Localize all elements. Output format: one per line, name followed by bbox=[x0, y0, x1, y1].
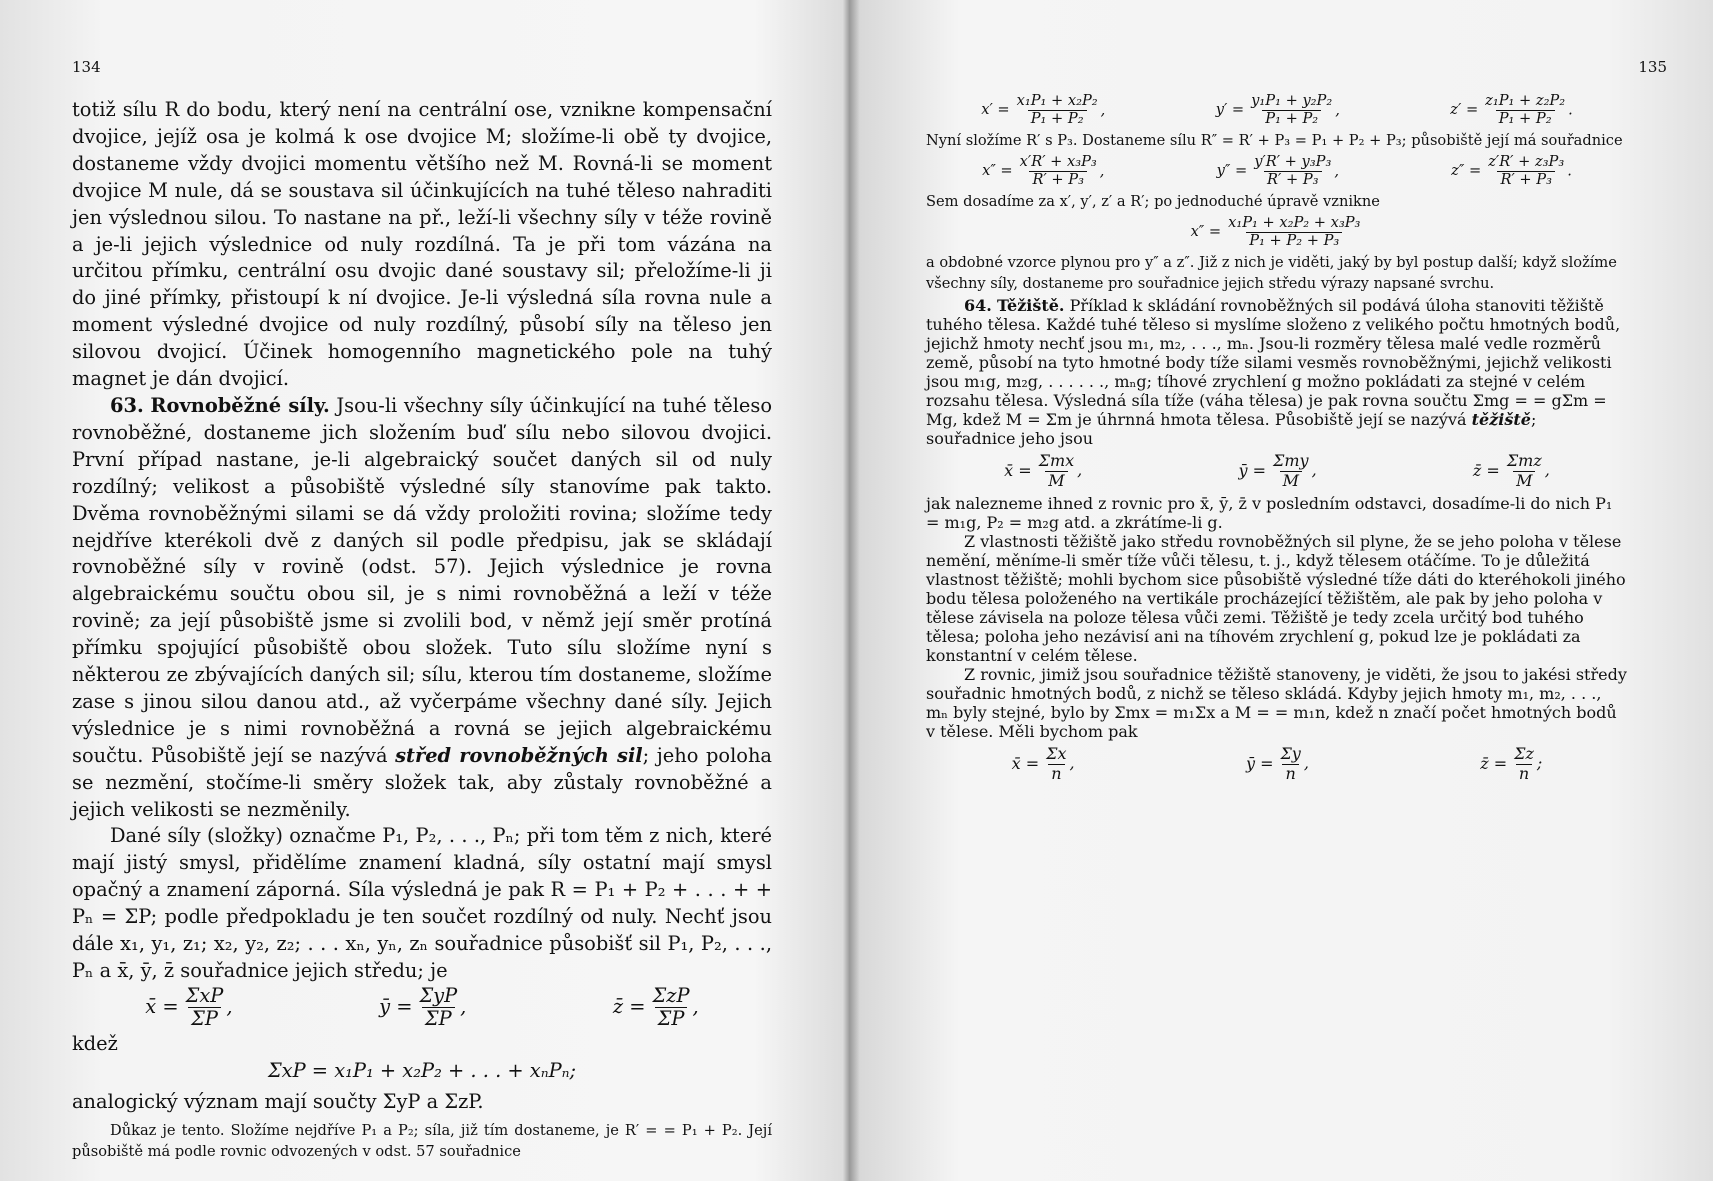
equation-sum: ΣxP = x₁P₁ + x₂P₂ + . . . + xₙPₙ; bbox=[267, 1058, 577, 1082]
page-number-right: 135 bbox=[1638, 58, 1667, 76]
equation: z̄ = $\frac{\text{Σmz}}{M}$ , bbox=[1472, 451, 1550, 490]
equation-row-second-pair bbox=[926, 151, 1628, 191]
equation: z″ = $\frac{\text{z′R′ + z₃P₃}}{\text{R′ + P₃}}$ . bbox=[1451, 152, 1572, 188]
paragraph-text: ; jeho poloha se nezmění, stočíme-li směry složek tak, aby zůstaly rovnoběžné a jejich velikosti se nezměnily. bbox=[72, 743, 772, 821]
paragraph: Dané síly (složky) označme P₁, P₂, . . ., Pₙ; při tom těm z nich, které mají jistý smysl, přidělíme znamení kladná, síly ostatní mají smysl opačný a znamení záporná. Síla výsledná je pak R = P₁ + P₂ + . . . + + Pₙ = ΣP; podle předpokladu je ten součet rozdílný od nuly. Nechť jsou dále x₁, y₁, z₁; x₂, y₂, z₂; . . . xₙ, yₙ, zₙ souřadnice působišť sil P₁, P₂, . . ., Pₙ a x̄, ȳ, z̄ souřadnice jejich středu; je bbox=[72, 824, 772, 982]
fraction: $\frac{\text{z₁P₁ + z₂P₂}}{\text{P₁ + P₂}}$ bbox=[1485, 91, 1566, 127]
fraction: $\frac{\text{x₁P₁ + x₂P₂}}{\text{P₁ + P₂}}$ bbox=[1016, 91, 1098, 127]
section-title: Těžiště. bbox=[996, 296, 1065, 315]
equation: ȳ = $\frac{\text{Σmy}}{M}$ , bbox=[1238, 451, 1317, 490]
term-emphasis: těžiště bbox=[1471, 410, 1531, 429]
equation-row-third bbox=[926, 212, 1628, 252]
word-kdez: kdež bbox=[72, 1031, 118, 1055]
section-number: 64. bbox=[964, 296, 992, 315]
small-paragraph: Sem dosadíme za x′, y′, z′ a R′; po jednoduché úpravě vznikne bbox=[926, 193, 1380, 210]
proof-paragraph: Důkaz je tento. Složíme nejdříve P₁ a P₂; síla, již tím dostaneme, je R′ = = P₁ + P₂. Její působiště má podle rovnic odvozených v odst. 57 souřadnice bbox=[72, 1121, 772, 1160]
equation: x″ = $\frac{\text{x₁P₁ + x₂P₂ + x₃P₃}}{\text{P₁ + P₂ + P₃}}$ bbox=[1191, 215, 1364, 250]
term-emphasis: střed rovnoběžných sil bbox=[395, 743, 643, 767]
equation: x̄ = $\frac{\text{ΣxP}}{\Sigma P}$ , bbox=[145, 984, 233, 1031]
fraction: $\frac{\text{x′R′ + x₃P₃}}{\text{R′ + P₃}}$ bbox=[1019, 152, 1097, 188]
equation-row-mass-centroid bbox=[926, 448, 1628, 494]
equation: x̄ = $\frac{\Sigma x}{n}$ , bbox=[1011, 744, 1075, 783]
small-paragraph: Nyní složíme R′ s P₃. Dostaneme sílu R″ = R′ + P₃ = P₁ + P₂ + P₃; působiště její má souřadnice bbox=[926, 132, 1623, 149]
equation: x′ = $\frac{\text{x₁P₁ + x₂P₂}}{\text{P₁ + P₂}}$ , bbox=[981, 91, 1106, 127]
left-page-text bbox=[72, 97, 772, 1162]
section-64 bbox=[926, 296, 1628, 448]
fraction: $\frac{\text{y₁P₁ + y₂P₂}}{\text{P₁ + P₂}}$ bbox=[1251, 91, 1333, 127]
equation: x̄ = $\frac{\text{Σmx}}{M}$ , bbox=[1004, 451, 1083, 490]
fraction: $\frac{\Sigma z}{n}$ bbox=[1514, 744, 1534, 783]
fraction: $\frac{\text{ΣzP}}{\Sigma P}$ bbox=[652, 984, 690, 1031]
paragraph-text: Jsou-li všechny síly účinkující na tuhé těleso rovnoběžné, dostaneme jich složením buď sílu nebo silovou dvojici. První případ nastane, je-li algebraický součet daných sil od nuly rozdílný; velikost a působiště výsledné síly stanovíme pak takto. Dvěma rovnoběžnými silami se dá vždy proložiti rovina; složíme tedy nejdříve kterékoli dvě z daných sil podle předpisu, jak se skládají rovnoběžné síly v rovině (odst. 57). Jejich výslednice je rovna algebraickému součtu obou sil, je s nimi rovnoběžná a leží v téže rovině; za její působiště jsme si zvolili bod, v němž její směr protíná přímku spojující působiště obou složek. Tuto sílu složíme nyní s některou ze zbývajících daných sil; sílu, kterou tím dostaneme, složíme zase s jinou silou danou atd., až vyčerpáme všechny dané síly. Jejich výslednice je s nimi rovnoběžná a rovná se jejich algebraickému součtu. Působiště její se nazývá bbox=[72, 393, 772, 767]
section-title: Rovnoběžné síly. bbox=[150, 393, 330, 417]
fraction: $\frac{\text{Σmx}}{M}$ bbox=[1038, 451, 1075, 490]
equation: z̄ = $\frac{\Sigma z}{n}$ ; bbox=[1480, 744, 1543, 783]
right-page-text bbox=[926, 90, 1628, 787]
fraction: $\frac{\text{x₁P₁ + x₂P₂ + x₃P₃}}{\text{P₁ + P₂ + P₃}}$ bbox=[1228, 213, 1361, 249]
fraction: $\frac{\text{ΣyP}}{\Sigma P}$ bbox=[419, 984, 458, 1031]
small-paragraph: a obdobné vzorce plynou pro y″ a z″. Již z nich je viděti, jaký by byl postup další; když složíme všechny síly, dostaneme pro souřadnice jejich středu výrazy napsané svrchu. bbox=[926, 254, 1617, 292]
equation: y′ = $\frac{\text{y₁P₁ + y₂P₂}}{\text{P₁ + P₂}}$ , bbox=[1215, 91, 1340, 127]
paragraph-text: ; souřadnice jeho jsou bbox=[926, 410, 1537, 448]
paragraph-text: Příklad k skládání rovnoběžných sil podává úloha stanoviti těžiště tuhého tělesa. Každé tuhé těleso si myslíme složeno z velikého počtu hmotných bodů, jejichž hmoty nechť jsou m₁, m₂, . . ., mₙ. Jsou-li rozměry tělesa malé vedle rozměrů země, působí na tyto hmotné body tíže silami vesměs rovnoběžnými, jejichž velikosti jsou m₁g, m₂g, . . . . . ., mₙg; tíhové zrychlení g možno pokládati za stejné v celém rozsahu tělesa. Výsledná síla tíže (váha tělesa) je pak rovna součtu Σmg = = gΣm = Mg, kdež M = Σm je úhrnná hmota tělesa. Působiště její se nazývá bbox=[926, 296, 1621, 429]
fraction: $\frac{\text{y′R′ + y₃P₃}}{\text{R′ + P₃}}$ bbox=[1254, 152, 1332, 188]
paragraph: jak nalezneme ihned z rovnic pro x̄, ȳ, z̄ v posledním odstavci, dosadíme-li do nich P₁ = m₁g, P₂ = m₂g atd. a zkrátíme-li g. bbox=[926, 494, 1613, 532]
right-page bbox=[851, 0, 1713, 1181]
equation-row-centroid bbox=[72, 985, 772, 1031]
equation: z̄ = $\frac{\text{ΣzP}}{\Sigma P}$ , bbox=[612, 984, 699, 1031]
paragraph: totiž sílu R do bodu, který není na centrální ose, vznikne kompensační dvojice, jejíž osa je kolmá k ose dvojice M; složíme-li obě ty dvojice, dostaneme vždy dvojici momentu většího než M. Rovná-li se moment dvojice M nule, dá se soustava sil účinkujících na tuhé těleso nahraditi jen výslednou silou. To nastane na př., leží-li všechny síly v téže rovině a je-li jejich výslednice od nuly rozdílná. Ta je při tom vázána na určitou přímku, centrální osu dvojic dané soustavy sil; přeložíme-li ji do jiné přímky, přistoupí k ní dvojice. Je-li výsledná síla rovna nule a moment výsledné dvojice od nuly rozdílný, působí síly na těleso jen silovou dvojicí. Účinek homogenního magnetického pole na tuhý magnet je dán dvojicí. bbox=[72, 98, 772, 391]
equation: ȳ = $\frac{\Sigma y}{n}$ , bbox=[1245, 744, 1309, 783]
left-page bbox=[0, 0, 850, 1181]
paragraph: analogický význam mají součty ΣyP a ΣzP. bbox=[72, 1089, 484, 1113]
fraction: $\frac{\text{Σmz}}{M}$ bbox=[1506, 451, 1542, 490]
page-number-left: 134 bbox=[72, 58, 101, 76]
equation: ȳ = $\frac{\text{ΣyP}}{\Sigma P}$ , bbox=[379, 984, 467, 1031]
fraction: $\frac{\text{z′R′ + z₃P₃}}{\text{R′ + P₃}}$ bbox=[1488, 152, 1565, 188]
equation: z′ = $\frac{\text{z₁P₁ + z₂P₂}}{\text{P₁ + P₂}}$ . bbox=[1450, 91, 1573, 127]
section-number: 63. bbox=[110, 393, 144, 417]
paragraph: Z vlastnosti těžiště jako středu rovnoběžných sil plyne, že se jeho poloha v tělese nemění, měníme-li směr tíže vůči tělesu, t. j., když tělesem otáčíme. To je důležitá vlastnost těžiště; mohli bychom sice působiště výsledné tíže dáti do kteréhokoli jiného bodu tělesa položeného na vertikále procházející těžištěm, ale pak by jeho poloha v tělese závisela na poloze tělesa vůči zemi. Těžiště je tedy zcela určitý bod tuhého tělesa; poloha jeho nezávisí ani na tíhovém zrychlení g, pokud lze je pokládati za konstantní v celém tělese. bbox=[926, 532, 1626, 665]
equation: y″ = $\frac{\text{y′R′ + y₃P₃}}{\text{R′ + P₃}}$ , bbox=[1216, 152, 1339, 188]
paragraph: Z rovnic, jimiž jsou souřadnice těžiště stanoveny, je viděti, že jsou to jakési středy souřadnic hmotných bodů, z nichž se těleso skládá. Kdyby jejich hmoty m₁, m₂, . . ., mₙ byly stejné, bylo by Σmx = m₁Σx a M = = m₁n, kdež n značí počet hmotných bodů v tělese. Měli bychom pak bbox=[926, 665, 1627, 741]
section-63 bbox=[72, 393, 772, 824]
fraction: $\frac{\text{ΣxP}}{\Sigma P}$ bbox=[185, 984, 224, 1031]
equation-row-first-pair bbox=[926, 90, 1628, 130]
fraction: $\frac{\Sigma x}{n}$ bbox=[1046, 744, 1067, 783]
fraction: $\frac{\text{Σmy}}{M}$ bbox=[1273, 451, 1309, 490]
equation: x″ = $\frac{\text{x′R′ + x₃P₃}}{\text{R′ + P₃}}$ , bbox=[982, 152, 1105, 188]
equation-row-equal-masses bbox=[926, 741, 1628, 787]
fraction: $\frac{\Sigma y}{n}$ bbox=[1280, 744, 1301, 783]
